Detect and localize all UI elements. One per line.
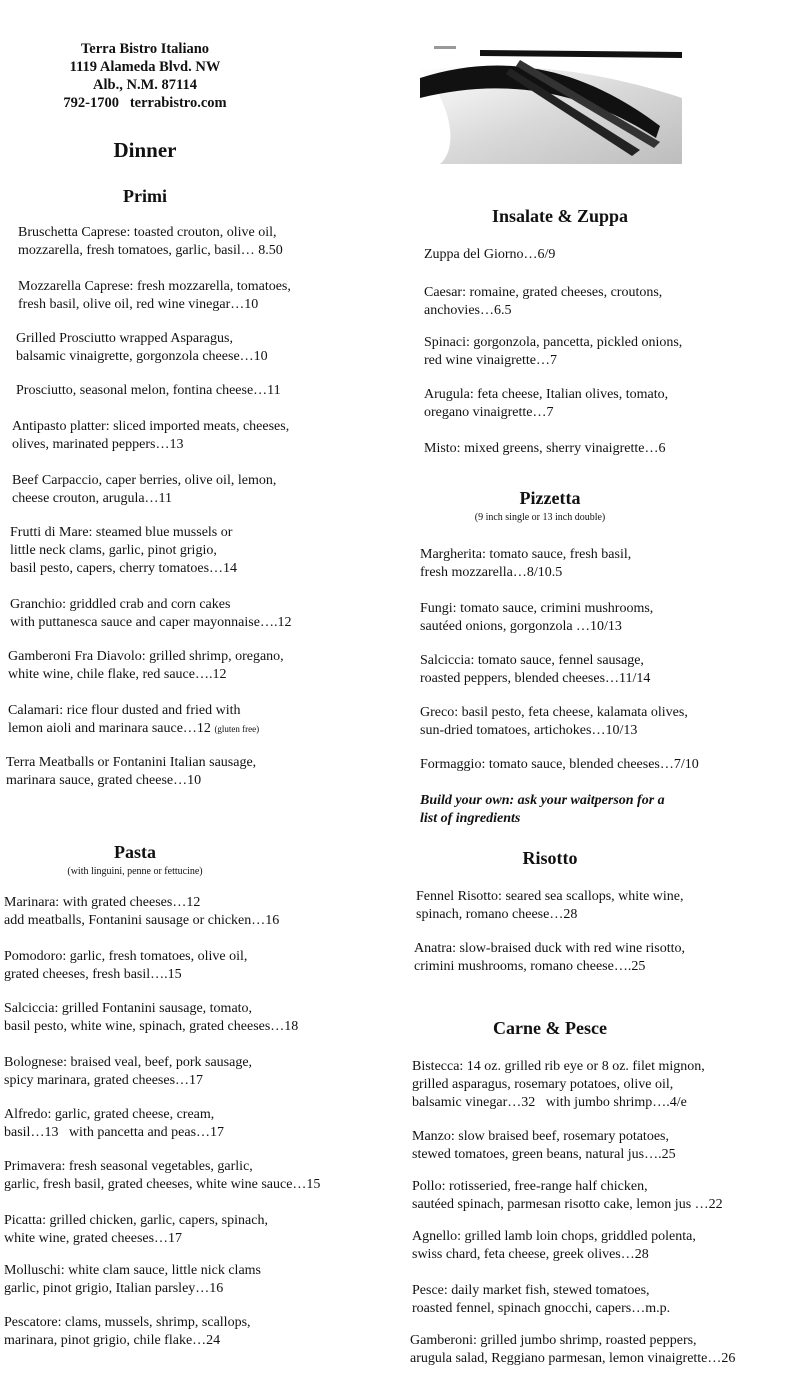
item-line: balsamic vinaigrette, gorgonzola cheese…10 [16, 349, 268, 364]
menu-item [18, 224, 283, 260]
section-title-pasta: Pasta [114, 842, 156, 862]
item-line: marinara sauce, grated cheese…10 [6, 773, 202, 788]
item-line: Zuppa del Giorno…6/9 [424, 247, 556, 262]
item-line: crimini mushrooms, romano cheese….25 [414, 959, 646, 974]
menu-item [412, 1282, 670, 1318]
item-line: Prosciutto, seasonal melon, fontina cheese…11 [16, 383, 281, 398]
item-line: white wine, chile flake, red sauce….12 [8, 667, 227, 682]
menu-item [18, 278, 291, 314]
item-line: Spinaci: gorgonzola, pancetta, pickled onions, [424, 335, 683, 350]
item-line: roasted peppers, blended cheeses…11/14 [420, 671, 651, 686]
item-line: spinach, romano cheese…28 [416, 907, 578, 922]
item-line: Marinara: with grated cheeses…12 [4, 895, 201, 910]
section-subtitle-pizzetta: (9 inch single or 13 inch double) [474, 512, 606, 523]
section-subtitle-pasta: (with linguini, penne or fettucine) [67, 866, 203, 877]
item-line: Granchio: griddled crab and corn cakes [10, 597, 231, 612]
item-line: Frutti di Mare: steamed blue mussels or [10, 525, 233, 540]
item-line: Gamberoni: grilled jumbo shrimp, roasted peppers, [410, 1333, 697, 1348]
section-title-carne-pesce: Carne & Pesce [493, 1018, 607, 1038]
section-title-primi: Primi [123, 186, 167, 206]
item-line: Build your own: ask your waitperson for a [420, 793, 665, 808]
menu-item [8, 702, 259, 738]
menu-item [16, 382, 281, 400]
item-line: arugula salad, Reggiano parmesan, lemon vinaigrette…26 [410, 1351, 736, 1366]
menu-item [424, 284, 662, 320]
item-line: Molluschi: white clam sauce, little nick clams [4, 1263, 261, 1278]
item-line: Picatta: grilled chicken, garlic, capers, spinach, [4, 1213, 268, 1228]
menu-item [424, 334, 682, 370]
item-line: Pomodoro: garlic, fresh tomatoes, olive oil, [4, 949, 248, 964]
item-line: spicy marinara, grated cheeses…17 [4, 1073, 204, 1088]
item-line: Bruschetta Caprese: toasted crouton, olive oil, [18, 225, 277, 240]
item-line: Pescatore: clams, mussels, shrimp, scallops, [4, 1315, 251, 1330]
menu-item [414, 940, 685, 976]
menu-item [12, 472, 276, 508]
item-line: Greco: basil pesto, feta cheese, kalamata olives, [420, 705, 688, 720]
menu-item [424, 386, 668, 422]
menu-title: Dinner [113, 138, 177, 162]
item-line: olives, marinated peppers…13 [12, 437, 184, 452]
item-line: sautéed onions, gorgonzola …10/13 [420, 619, 622, 634]
item-line: Salciccia: grilled Fontanini sausage, tomato, [4, 1001, 253, 1016]
menu-item [4, 1314, 251, 1350]
build-your-own-note [420, 792, 665, 828]
menu-item [416, 888, 684, 924]
menu-item [424, 440, 665, 458]
item-line: Anatra: slow-braised duck with red wine risotto, [414, 941, 685, 956]
menu-item [420, 546, 631, 582]
menu-item [4, 894, 279, 930]
gluten-free-note: (gluten free) [214, 724, 260, 734]
item-line: Agnello: grilled lamb loin chops, griddled polenta, [412, 1229, 696, 1244]
menu-item [420, 652, 650, 688]
item-line: roasted fennel, spinach gnocchi, capers…m.p. [412, 1301, 671, 1316]
item-line: grated cheeses, fresh basil….15 [4, 967, 182, 982]
item-line: Manzo: slow braised beef, rosemary potatoes, [412, 1129, 669, 1144]
menu-item [4, 1000, 298, 1036]
item-line: Mozzarella Caprese: fresh mozzarella, tomatoes, [18, 279, 291, 294]
menu-item [12, 418, 289, 454]
item-line: list of ingredients [420, 811, 521, 826]
menu-item [8, 648, 284, 684]
item-line: Gamberoni Fra Diavolo: grilled shrimp, oregano, [8, 649, 284, 664]
menu-item [4, 1158, 320, 1194]
item-line: anchovies…6.5 [424, 303, 512, 318]
item-line: sun-dried tomatoes, artichokes…10/13 [420, 723, 638, 738]
item-line: lemon aioli and marinara sauce…12 [8, 721, 211, 736]
item-line: fresh mozzarella…8/10.5 [420, 565, 563, 580]
item-line: Primavera: fresh seasonal vegetables, garlic, [4, 1159, 253, 1174]
item-line: swiss chard, feta cheese, greek olives…28 [412, 1247, 649, 1262]
menu-item [6, 754, 256, 790]
menu-item [4, 1106, 224, 1142]
section-title-risotto: Risotto [522, 848, 578, 868]
item-line: red wine vinaigrette…7 [424, 353, 557, 368]
menu-item [412, 1128, 676, 1164]
item-line: Antipasto platter: sliced imported meats, cheeses, [12, 419, 290, 434]
item-line: stewed tomatoes, green beans, natural jus….25 [412, 1147, 676, 1162]
item-line: Formaggio: tomato sauce, blended cheeses…7/10 [420, 757, 699, 772]
item-line: add meatballs, Fontanini sausage or chicken…16 [4, 913, 280, 928]
menu-item [4, 1262, 261, 1298]
restaurant-header [0, 40, 290, 112]
item-line: white wine, grated cheeses…17 [4, 1231, 183, 1246]
item-line: Fungi: tomato sauce, crimini mushrooms, [420, 601, 654, 616]
menu-item [420, 704, 688, 740]
item-line: mozzarella, fresh tomatoes, garlic, basil… 8.50 [18, 243, 283, 258]
menu-item [410, 1332, 735, 1368]
menu-item [424, 246, 555, 264]
item-line: sautéed spinach, parmesan risotto cake, lemon jus …22 [412, 1197, 723, 1212]
item-line: garlic, fresh basil, grated cheeses, white wine sauce…15 [4, 1177, 321, 1192]
item-line: marinara, pinot grigio, chile flake…24 [4, 1333, 221, 1348]
menu-item [412, 1228, 696, 1264]
item-line: basil pesto, capers, cherry tomatoes…14 [10, 561, 238, 576]
restaurant-phone-web: 792-1700 terrabistro.com [63, 95, 227, 111]
item-line: Bolognese: braised veal, beef, pork sausage, [4, 1055, 253, 1070]
item-line: Beef Carpaccio, caper berries, olive oil, lemon, [12, 473, 277, 488]
menu-item [420, 756, 699, 774]
section-title-insalate: Insalate & Zuppa [491, 206, 629, 226]
item-line: Calamari: rice flour dusted and fried with [8, 703, 241, 718]
item-line: little neck clams, garlic, pinot grigio, [10, 543, 217, 558]
menu-item [4, 1054, 252, 1090]
menu-item [420, 600, 653, 636]
item-line: Pollo: rotisseried, free-range half chicken, [412, 1179, 648, 1194]
item-line: Terra Meatballs or Fontanini Italian sausage, [6, 755, 257, 770]
menu-item [4, 948, 247, 984]
item-line: fresh basil, olive oil, red wine vinegar…10 [18, 297, 259, 312]
restaurant-city: Alb., N.M. 87114 [93, 77, 197, 93]
item-line: Arugula: feta cheese, Italian olives, tomato, [424, 387, 669, 402]
menu-item [412, 1058, 705, 1112]
item-line: Pesce: daily market fish, stewed tomatoes, [412, 1283, 650, 1298]
item-line: Salciccia: tomato sauce, fennel sausage, [420, 653, 644, 668]
restaurant-address: 1119 Alameda Blvd. NW [69, 59, 221, 75]
restaurant-name: Terra Bistro Italiano [80, 41, 210, 57]
item-line: balsamic vinegar…32 with jumbo shrimp….4/e [412, 1095, 687, 1110]
section-title-pizzetta: Pizzetta [519, 488, 581, 508]
item-line: basil…13 with pancetta and peas…17 [4, 1125, 225, 1140]
item-line: Margherita: tomato sauce, fresh basil, [420, 547, 632, 562]
item-line: Grilled Prosciutto wrapped Asparagus, [16, 331, 233, 346]
item-line: Fennel Risotto: seared sea scallops, white wine, [416, 889, 684, 904]
menu-item [10, 524, 237, 578]
item-line: cheese crouton, arugula…11 [12, 491, 173, 506]
item-line: garlic, pinot grigio, Italian parsley…16 [4, 1281, 224, 1296]
item-line: Caesar: romaine, grated cheeses, croutons, [424, 285, 663, 300]
item-line: basil pesto, white wine, spinach, grated cheeses…18 [4, 1019, 299, 1034]
item-line: Misto: mixed greens, sherry vinaigrette…6 [424, 441, 666, 456]
menu-item [10, 596, 291, 632]
fork-knife-image [420, 38, 682, 164]
menu-item [16, 330, 268, 366]
item-line: Alfredo: garlic, grated cheese, cream, [4, 1107, 215, 1122]
item-line: with puttanesca sauce and caper mayonnaise….12 [10, 615, 292, 630]
item-line: oregano vinaigrette…7 [424, 405, 554, 420]
item-line: Bistecca: 14 oz. grilled rib eye or 8 oz. filet mignon, [412, 1059, 705, 1074]
item-line: grilled asparagus, rosemary potatoes, olive oil, [412, 1077, 674, 1092]
menu-item [412, 1178, 723, 1214]
menu-item [4, 1212, 268, 1248]
